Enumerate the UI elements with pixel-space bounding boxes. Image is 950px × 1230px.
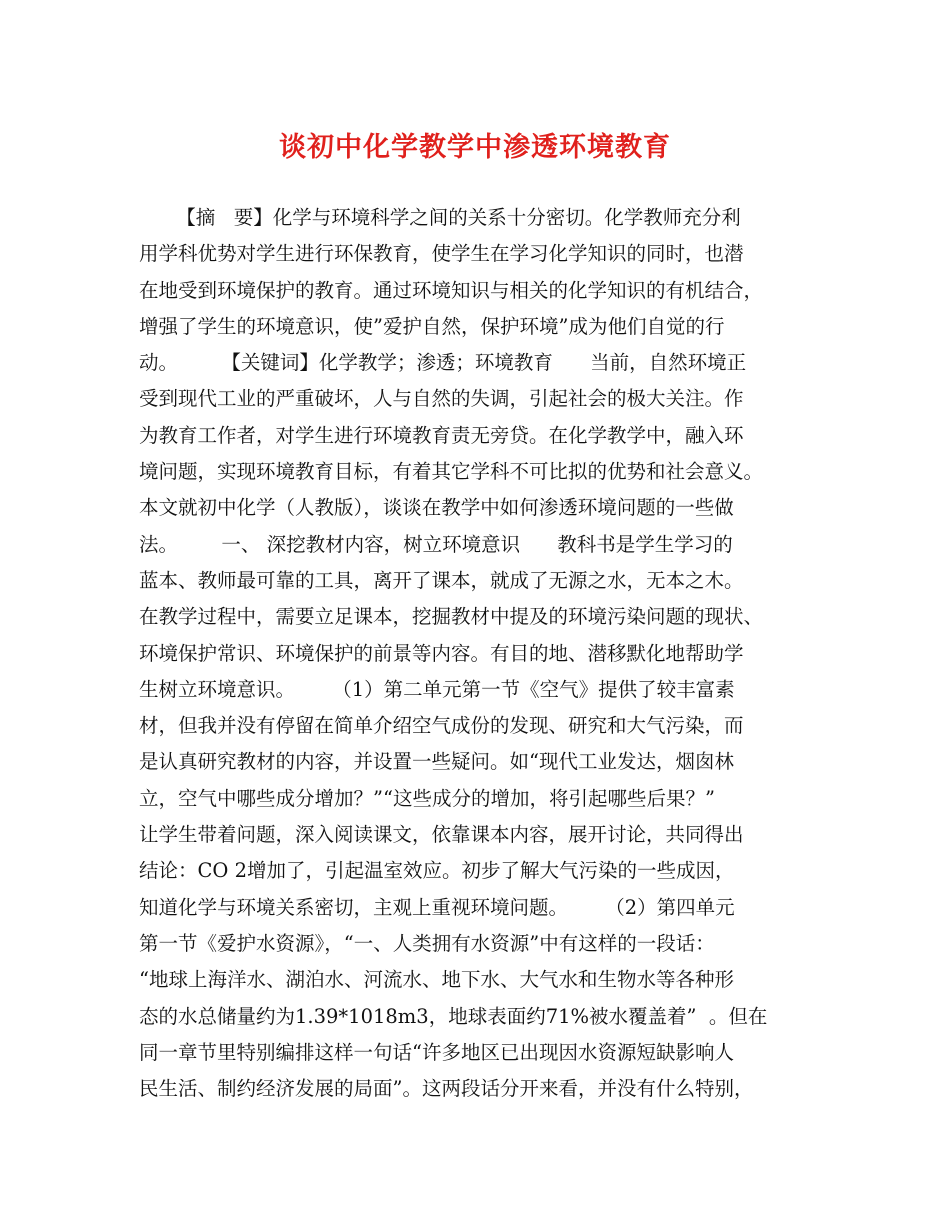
document-title: 谈初中化学教学中渗透环境教育 [279,132,671,163]
document-body [139,200,829,1107]
body-line: 态的水总储量约为1.39*1018m3，地球表面约71%被水覆盖着” 。但在 [139,1004,768,1028]
body-line: 知道化学与环境关系密切，主观上重视环境问题。 （2）第四单元 [139,895,735,919]
body-line: 生树立环境意识。 （1）第二单元第一节《空气》提供了较丰富素 [139,677,735,701]
body-line: 蓝本、教师最可靠的工具，离开了课本，就成了无源之水，无本之木。 [139,568,744,592]
body-line: 本文就初中化学（人教版），谈谈在教学中如何渗透环境问题的一些做 [139,496,734,520]
body-line: 为教育工作者，对学生进行环境教育责无旁贷。在化学教学中，融入环 [139,423,744,447]
body-line: 环境保护常识、环境保护的前景等内容。有目的地、潜移默化地帮助学 [139,641,744,665]
body-line: 立，空气中哪些成分增加？”“这些成分的增加，将引起哪些后果？” [139,786,715,810]
body-line: 法。 一、 深挖教材内容，树立环境意识 教科书是学生学习的 [139,532,733,556]
body-line: 同一章节里特别编排这样一句话“许多地区已出现因水资源短缺影响人 [139,1040,734,1064]
body-line: 动。 【关键词】化学教学；渗透；环境教育 当前，自然环境正 [139,351,747,375]
body-line: 是认真研究教材的内容，并设置一些疑问。如“现代工业发达，烟囱林 [139,750,734,774]
body-line: 用学科优势对学生进行环保教育，使学生在学习化学知识的同时，也潜 [139,242,744,266]
body-line: 第一节《爱护水资源》，“一、人类拥有水资源”中有这样的一段话： [139,931,715,955]
body-line: 【摘 要】化学与环境科学之间的关系十分密切。化学教师充分利 [139,206,741,229]
body-line: 让学生带着问题，深入阅读课文，依靠课本内容，展开讨论，共同得出 [139,823,744,847]
body-line: 境问题，实现环境教育目标，有着其它学科不可比拟的优势和社会意义。 [139,460,764,484]
body-line: 民生活、制约经济发展的局面”。这两段话分开来看，并没有什么特别， [139,1077,754,1101]
body-line: “地球上海洋水、湖泊水、河流水、地下水、大气水和生物水等各种形 [139,968,734,992]
body-line: 在地受到环境保护的教育。通过环境知识与相关的化学知识的有机结合， [139,278,764,302]
body-line: 增强了学生的环境意识，使”爱护自然，保护环境”成为他们自觉的行 [139,314,725,338]
body-line: 材，但我并没有停留在简单介绍空气成份的发现、研究和大气污染，而 [139,714,744,738]
body-line: 结论：CO 2增加了，引起温室效应。初步了解大气污染的一些成因， [139,859,735,883]
body-line: 在教学过程中，需要立足课本，挖掘教材中提及的环境污染问题的现状、 [139,605,764,629]
body-line: 受到现代工业的严重破坏，人与自然的失调，引起社会的极大关注。作 [139,387,744,411]
